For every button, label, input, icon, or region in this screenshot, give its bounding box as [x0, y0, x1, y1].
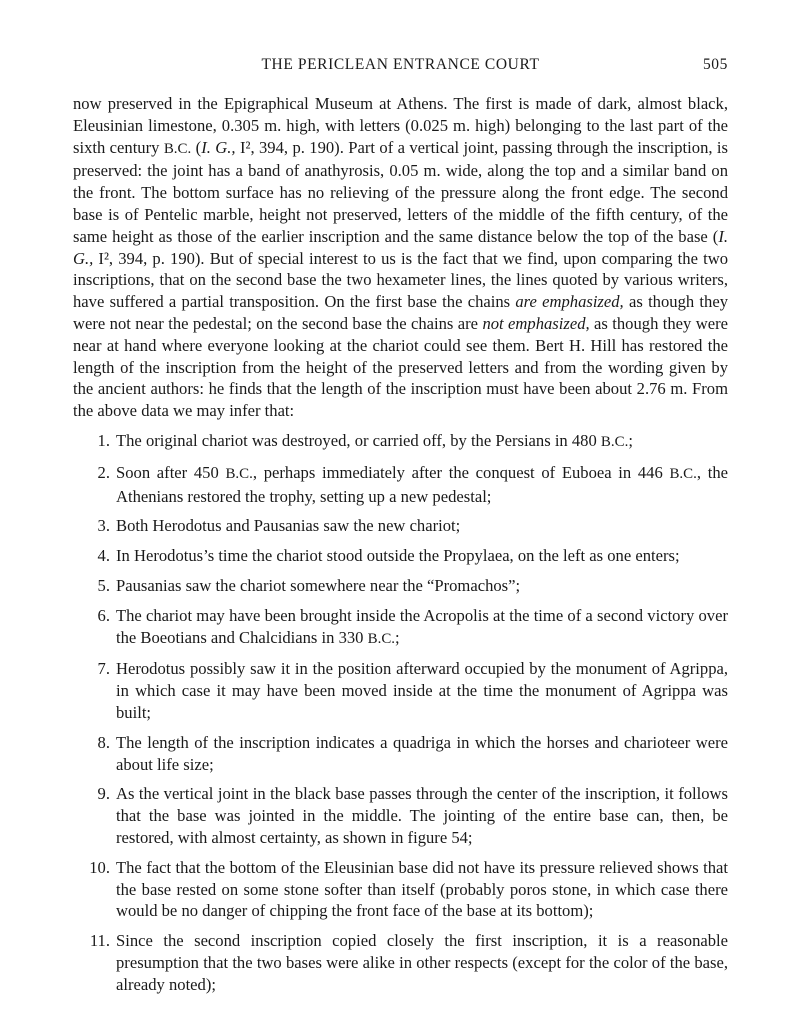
item-text: Herodotus possibly saw it in the position afterward occupied by the monument of Agrippa, in which case it may have been moved inside at the time the monument of Agrippa was built; — [116, 659, 728, 722]
era-abbrev: B.C. — [225, 465, 253, 482]
item-number: 6. — [97, 605, 110, 625]
item-text: , the Athenians restored the trophy, setting up a new pedestal; — [116, 462, 728, 506]
list-item — [73, 783, 728, 848]
list-item — [73, 605, 728, 651]
item-text: ; — [628, 430, 633, 450]
item-text: , perhaps immediately after the conquest of Euboea in 446 — [252, 462, 670, 482]
emphasis: not emphasized, — [482, 313, 590, 333]
list-item — [73, 545, 728, 567]
era-abbrev: B.C. — [600, 433, 629, 450]
list-item — [73, 430, 728, 454]
item-number: 1. — [97, 430, 110, 450]
text-run: I², 394, p. 190). Part of a vertical joint, passing through the inscription, is preserved: the joint has a band of anathyrosis, 0.05 m. wide, along the top and a similar band on the front. The bottom surface has no relieving of the pressure along the front edge. The second base is of Pentelic marble, height not preserved, letters of the middle of the fifth century, of the same height as those of the earlier inscription and the same distance below the top of the base ( — [73, 137, 728, 246]
item-number: 8. — [97, 732, 110, 752]
inference-list — [73, 430, 728, 996]
list-item — [73, 462, 728, 508]
era-abbrev: B.C. — [367, 630, 396, 647]
item-text: The chariot may have been brought inside the Acropolis at the time of a second victory over the Boeotians and Chalcidians in 330 — [116, 605, 728, 647]
body-text — [73, 93, 728, 1003]
item-text: Pausanias saw the chariot somewhere near the “Promachos”; — [116, 575, 521, 595]
text-run: I², 394, p. 190). But of special interest to us is the fact that we find, upon comparing the two inscriptions, that on the second base the two hexameter lines, the lines quoted by various writers, have suffered a partial transposition. On the first base the chains — [73, 248, 728, 312]
item-text: The length of the inscription indicates a quadriga in which the horses and charioteer were about life size; — [116, 732, 728, 774]
item-number: 2. — [97, 462, 110, 482]
item-text: As the vertical joint in the black base passes through the center of the inscription, it follows that the base was jointed in the middle. The jointing of the entire base can, then, be restored, with almost certainty, as shown in figure 54; — [116, 784, 728, 847]
list-item — [73, 658, 728, 723]
item-number: 5. — [97, 575, 110, 595]
item-text: Both Herodotus and Pausanias saw the new chariot; — [116, 516, 461, 536]
running-title: THE PERICLEAN ENTRANCE COURT — [261, 56, 540, 73]
item-number: 10. — [89, 857, 110, 877]
item-number: 7. — [97, 659, 110, 679]
item-text: The fact that the bottom of the Eleusinian base did not have its pressure relieved shows that the base rested on some stone softer than itself (probably poros stone, in which case there would be no danger of chipping the front face of the base at its bottom); — [116, 857, 728, 921]
item-number: 9. — [97, 784, 110, 804]
text-run: ( — [191, 137, 202, 157]
item-text: ; — [395, 627, 400, 647]
list-item — [73, 515, 728, 537]
emphasis: are emphasized, — [515, 292, 624, 312]
text-run: as though they were not near the pedestal; on the second base the chains are — [73, 292, 729, 333]
era-abbrev: B.C. — [669, 465, 697, 482]
list-item — [73, 930, 728, 995]
era-abbrev: B.C. — [163, 140, 192, 157]
item-text: In Herodotus’s time the chariot stood outside the Propylaea, on the left as one enters; — [116, 546, 680, 566]
item-text: Soon after 450 — [116, 462, 226, 482]
list-item — [73, 857, 728, 922]
text-run: as though they were near at hand where everyone looking at the chariot could see them. Bert H. Hill has restored the length of the inscription from the height of the preserved letters and from the wording given by the ancient authors: he finds that the length of the inscription must have been about 2.76 m. From the above data we may infer that: — [73, 313, 728, 421]
item-number: 4. — [97, 546, 110, 566]
running-header — [73, 56, 728, 80]
intro-paragraph — [73, 93, 728, 422]
item-number: 11. — [89, 931, 110, 951]
citation-ig: I. G., — [201, 137, 236, 157]
text-run: now preserved in the Epigraphical Museum at Athens. The first is made of dark, almost black, Eleusinian limestone, 0.305 m. high, with letters (0.025 m. high) belonging to the last part of the sixth century — [73, 94, 728, 157]
list-item — [73, 575, 728, 597]
item-text: The original chariot was destroyed, or carried off, by the Persians in 480 — [116, 430, 601, 450]
list-item — [73, 732, 728, 776]
citation-ig: I. G., — [73, 226, 728, 268]
item-text: Since the second inscription copied closely the first inscription, it is a reasonable presumption that the two bases were alike in other respects (except for the color of the base, already noted); — [116, 931, 728, 994]
item-number: 3. — [97, 516, 110, 536]
page-number: 505 — [702, 56, 728, 73]
